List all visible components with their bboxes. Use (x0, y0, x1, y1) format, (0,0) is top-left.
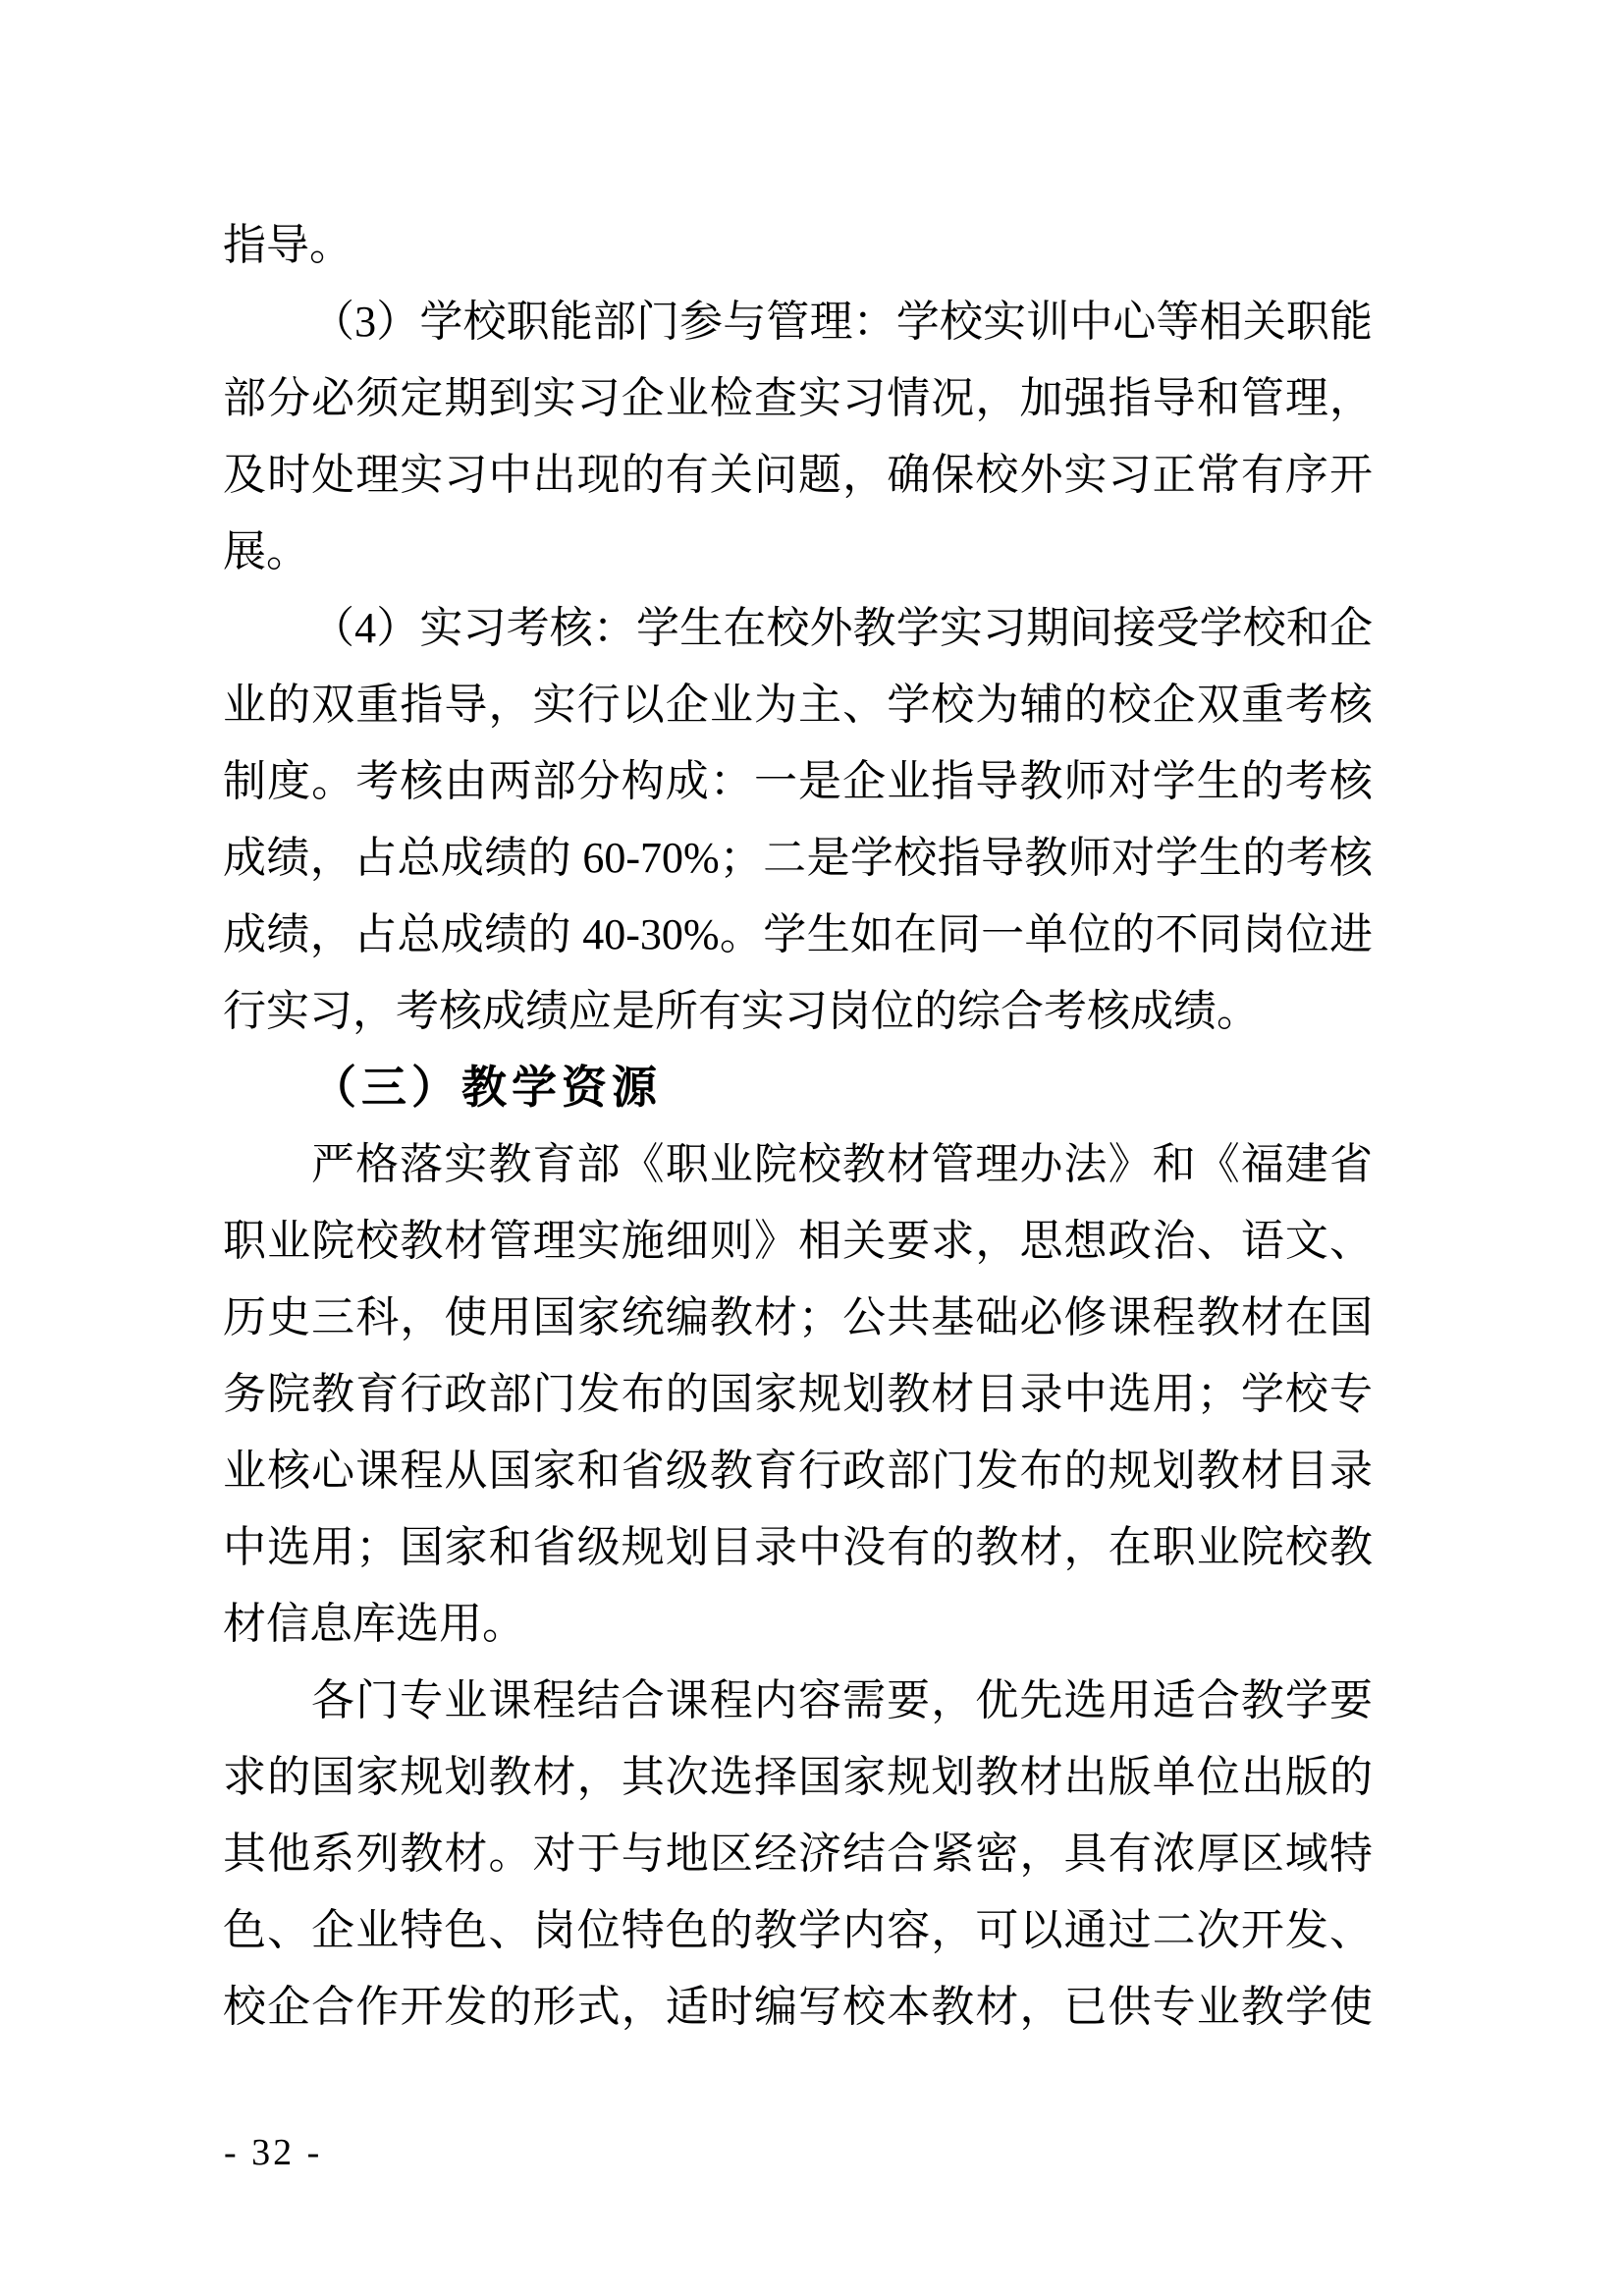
text-line: 历史三科，使用国家统编教材；公共基础必修课程教材在国 (223, 1293, 1373, 1341)
text-line: 职业院校教材管理实施细则》相关要求，思想政治、语文、 (223, 1217, 1373, 1265)
section-heading: （三）教学资源 (311, 1063, 662, 1113)
text-line: 色、企业特色、岗位特色的教学内容，可以通过二次开发、 (223, 1906, 1373, 1954)
text-line: （4）实习考核：学生在校外教学实习期间接受学校和企 (311, 604, 1373, 652)
text-line: 行实习，考核成绩应是所有实习岗位的综合考核成绩。 (223, 987, 1260, 1035)
text-line: 制度。考核由两部分构成：一是企业指导教师对学生的考核 (223, 757, 1373, 805)
text-line: 其他系列教材。对于与地区经济结合紧密，具有浓厚区域特 (223, 1830, 1373, 1878)
text-line: 业的双重指导，实行以企业为主、学校为辅的校企双重考核 (223, 681, 1373, 729)
text-line: 材信息库选用。 (223, 1600, 525, 1648)
text-line: 中选用；国家和省级规划目录中没有的教材，在职业院校教 (223, 1523, 1373, 1571)
text-line: 成绩，占总成绩的 60-70%；二是学校指导教师对学生的考核 (223, 834, 1373, 882)
body-text (223, 207, 1373, 2046)
text-line: 部分必须定期到实习企业检查实习情况，加强指导和管理， (223, 374, 1373, 422)
text-line: 指导。 (223, 221, 352, 269)
text-line: 业核心课程从国家和省级教育行政部门发布的规划教材目录 (223, 1447, 1373, 1495)
text-line: 各门专业课程结合课程内容需要，优先选用适合教学要 (311, 1676, 1373, 1724)
text-line: 求的国家规划教材，其次选择国家规划教材出版单位出版的 (223, 1753, 1373, 1801)
text-line: 展。 (223, 527, 309, 575)
text-line: 严格落实教育部《职业院校教材管理办法》和《福建省 (311, 1140, 1373, 1188)
text-line: （3）学校职能部门参与管理：学校实训中心等相关职能 (311, 298, 1373, 346)
text-line: 成绩，占总成绩的 40-30%。学生如在同一单位的不同岗位进 (223, 910, 1373, 958)
text-line: 务院教育行政部门发布的国家规划教材目录中选用；学校专 (223, 1370, 1373, 1418)
page-number: - 32 - (224, 2132, 323, 2173)
text-line: 及时处理实习中出现的有关问题，确保校外实习正常有序开 (223, 451, 1373, 499)
text-line: 校企合作开发的形式，适时编写校本教材，已供专业教学使 (223, 1983, 1373, 2031)
